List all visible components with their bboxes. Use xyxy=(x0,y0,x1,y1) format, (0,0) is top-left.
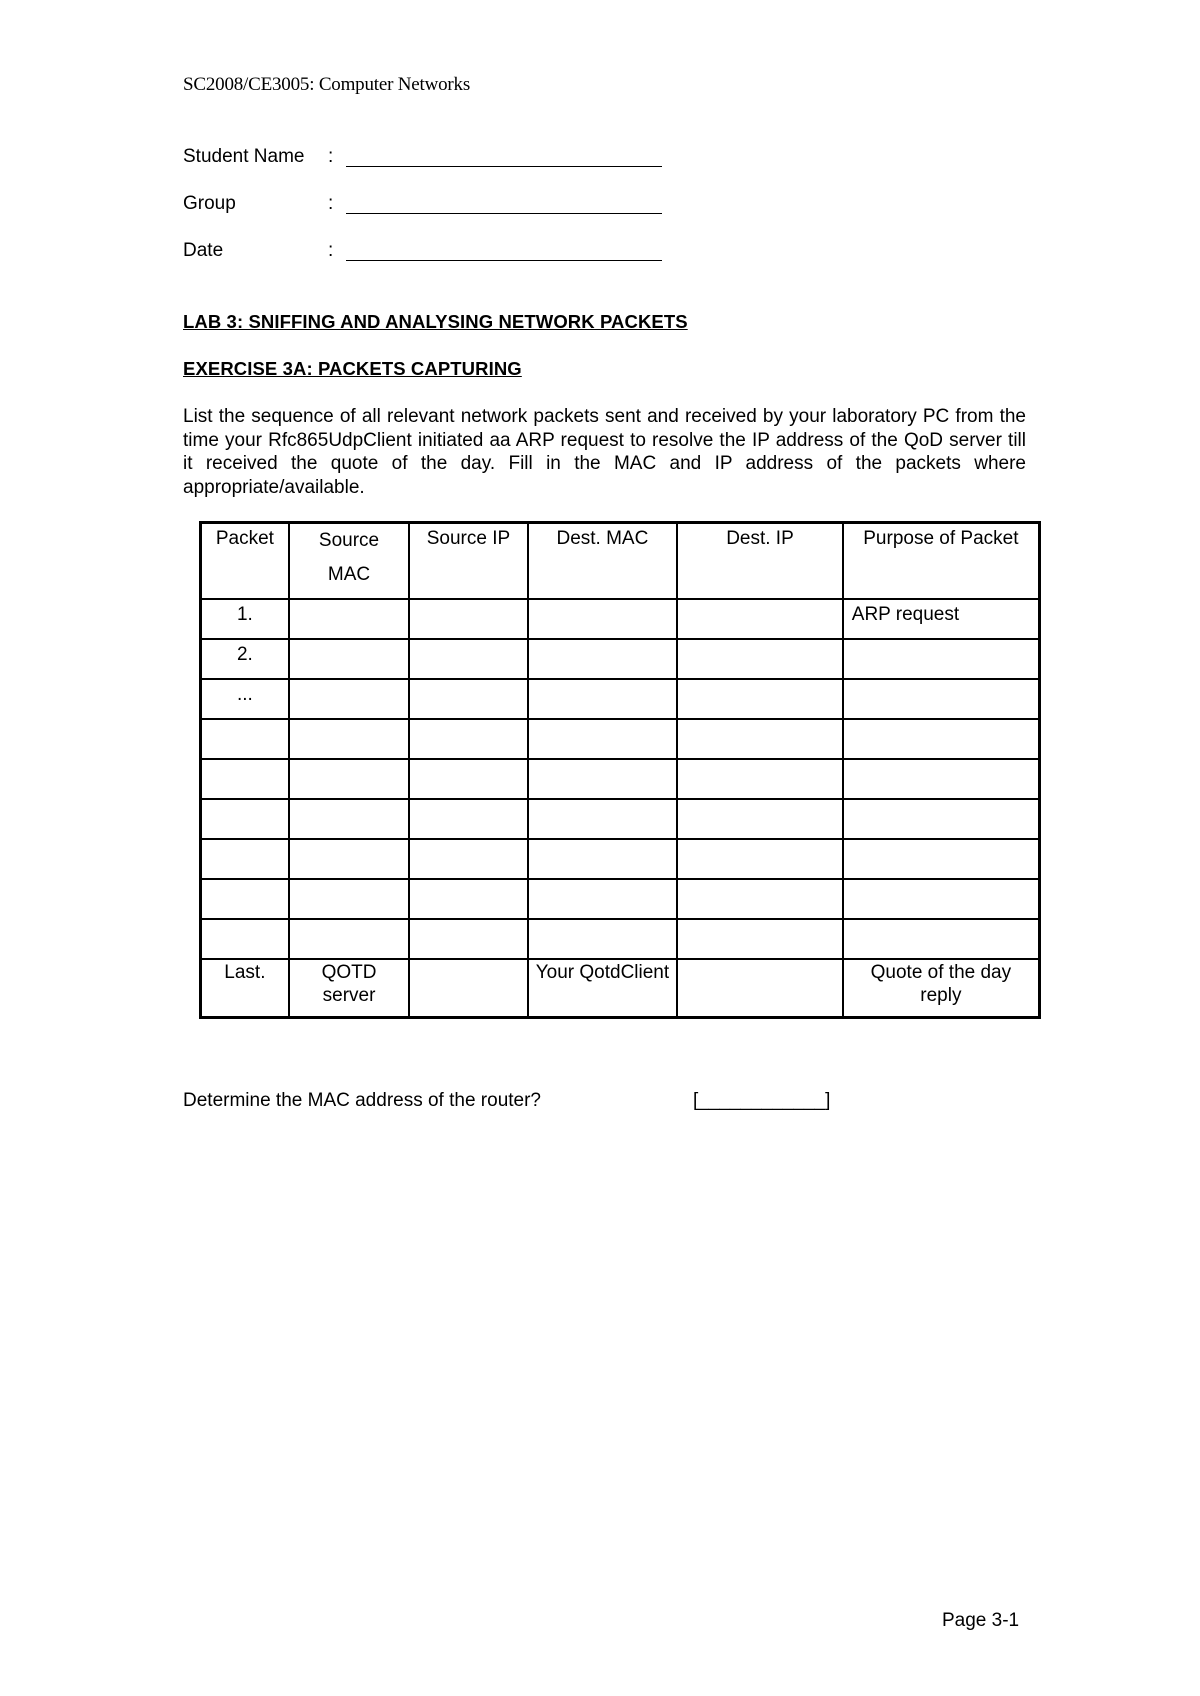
table-row xyxy=(201,879,1040,919)
student-name-label: Student Name xyxy=(183,146,305,167)
dest-ip-cell[interactable] xyxy=(677,639,843,679)
dest-mac-cell[interactable] xyxy=(528,879,678,919)
dest-ip-cell[interactable] xyxy=(677,719,843,759)
router-mac-answer-blank[interactable]: [____________] xyxy=(693,1090,831,1111)
source-ip-cell[interactable] xyxy=(409,599,527,639)
dest-ip-cell[interactable] xyxy=(677,599,843,639)
packet-cell[interactable] xyxy=(201,879,289,919)
group-label: Group xyxy=(183,193,236,214)
source-mac-cell[interactable] xyxy=(289,759,409,799)
dest-mac-cell[interactable] xyxy=(528,639,678,679)
purpose-cell-last: Quote of the day reply xyxy=(843,959,1040,1018)
dest-mac-cell[interactable] xyxy=(528,799,678,839)
source-mac-cell[interactable] xyxy=(289,639,409,679)
student-name-blank[interactable] xyxy=(346,166,662,167)
dest-ip-cell[interactable] xyxy=(677,919,843,959)
dest-mac-cell-last: Your QotdClient xyxy=(528,959,678,1018)
packet-cell: ... xyxy=(201,679,289,719)
dest-mac-cell[interactable] xyxy=(528,919,678,959)
table-row xyxy=(201,679,1040,719)
table-last-row xyxy=(201,959,1040,1018)
source-mac-cell[interactable] xyxy=(289,879,409,919)
source-ip-cell[interactable] xyxy=(409,759,527,799)
table-row xyxy=(201,639,1040,679)
dest-ip-cell-last[interactable] xyxy=(677,959,843,1018)
dest-mac-cell[interactable] xyxy=(528,599,678,639)
field-colon: : xyxy=(328,193,334,214)
packet-cell[interactable] xyxy=(201,759,289,799)
dest-ip-cell[interactable] xyxy=(677,879,843,919)
packet-cell-last: Last. xyxy=(201,959,289,1018)
source-ip-cell[interactable] xyxy=(409,719,527,759)
purpose-cell[interactable] xyxy=(843,839,1040,879)
header-source-ip: Source IP xyxy=(409,523,527,600)
source-ip-cell[interactable] xyxy=(409,839,527,879)
table-row xyxy=(201,799,1040,839)
packet-cell[interactable] xyxy=(201,839,289,879)
field-colon: : xyxy=(328,240,334,261)
dest-mac-cell[interactable] xyxy=(528,679,678,719)
purpose-cell[interactable] xyxy=(843,879,1040,919)
purpose-cell[interactable]: ARP request xyxy=(843,599,1040,639)
source-mac-cell-last: QOTD server xyxy=(289,959,409,1018)
dest-mac-cell[interactable] xyxy=(528,759,678,799)
table-row xyxy=(201,839,1040,879)
page-number: Page 3-1 xyxy=(942,1610,1020,1631)
exercise-title: EXERCISE 3A: PACKETS CAPTURING xyxy=(183,358,522,379)
source-ip-cell[interactable] xyxy=(409,639,527,679)
purpose-cell[interactable] xyxy=(843,639,1040,679)
source-mac-cell[interactable] xyxy=(289,919,409,959)
header-dest-mac: Dest. MAC xyxy=(528,523,678,600)
purpose-cell[interactable] xyxy=(843,919,1040,959)
packet-cell: 1. xyxy=(201,599,289,639)
date-label: Date xyxy=(183,240,224,261)
table-row xyxy=(201,599,1040,639)
dest-ip-cell[interactable] xyxy=(677,799,843,839)
purpose-cell[interactable] xyxy=(843,799,1040,839)
header-purpose: Purpose of Packet xyxy=(843,523,1040,600)
lab-title: LAB 3: SNIFFING AND ANALYSING NETWORK PACKETS xyxy=(183,311,688,332)
purpose-cell[interactable] xyxy=(843,719,1040,759)
purpose-cell[interactable] xyxy=(843,679,1040,719)
date-blank[interactable] xyxy=(346,260,662,261)
source-ip-cell[interactable] xyxy=(409,679,527,719)
table-row xyxy=(201,919,1040,959)
purpose-cell[interactable] xyxy=(843,759,1040,799)
source-mac-cell[interactable] xyxy=(289,679,409,719)
source-mac-cell[interactable] xyxy=(289,799,409,839)
packet-cell: 2. xyxy=(201,639,289,679)
dest-ip-cell[interactable] xyxy=(677,679,843,719)
dest-mac-cell[interactable] xyxy=(528,839,678,879)
source-mac-cell[interactable] xyxy=(289,839,409,879)
source-mac-cell[interactable] xyxy=(289,599,409,639)
dest-mac-cell[interactable] xyxy=(528,719,678,759)
source-ip-cell[interactable] xyxy=(409,879,527,919)
source-mac-cell[interactable] xyxy=(289,719,409,759)
group-blank[interactable] xyxy=(346,213,662,214)
packet-cell[interactable] xyxy=(201,719,289,759)
header-packet: Packet xyxy=(201,523,289,600)
table-row xyxy=(201,719,1040,759)
router-mac-question: Determine the MAC address of the router? xyxy=(183,1090,542,1111)
header-source-mac: Source MAC xyxy=(289,523,409,600)
packet-table xyxy=(199,521,1041,1019)
source-ip-cell-last[interactable] xyxy=(409,959,527,1018)
course-header: SC2008/CE3005: Computer Networks xyxy=(183,74,471,95)
packet-cell[interactable] xyxy=(201,919,289,959)
source-ip-cell[interactable] xyxy=(409,799,527,839)
source-ip-cell[interactable] xyxy=(409,919,527,959)
dest-ip-cell[interactable] xyxy=(677,759,843,799)
table-row xyxy=(201,759,1040,799)
header-dest-ip: Dest. IP xyxy=(677,523,843,600)
instructions-paragraph: List the sequence of all relevant network packets sent and received by your laboratory PC from the time your Rfc865UdpClient initiated aa ARP request to resolve the IP address of the QoD server till it received the quote of the day. Fill in the MAC and IP address of the packets where appropriate/available. xyxy=(183,406,1026,498)
field-colon: : xyxy=(328,146,334,167)
dest-ip-cell[interactable] xyxy=(677,839,843,879)
table-header-row xyxy=(201,523,1040,600)
packet-cell[interactable] xyxy=(201,799,289,839)
